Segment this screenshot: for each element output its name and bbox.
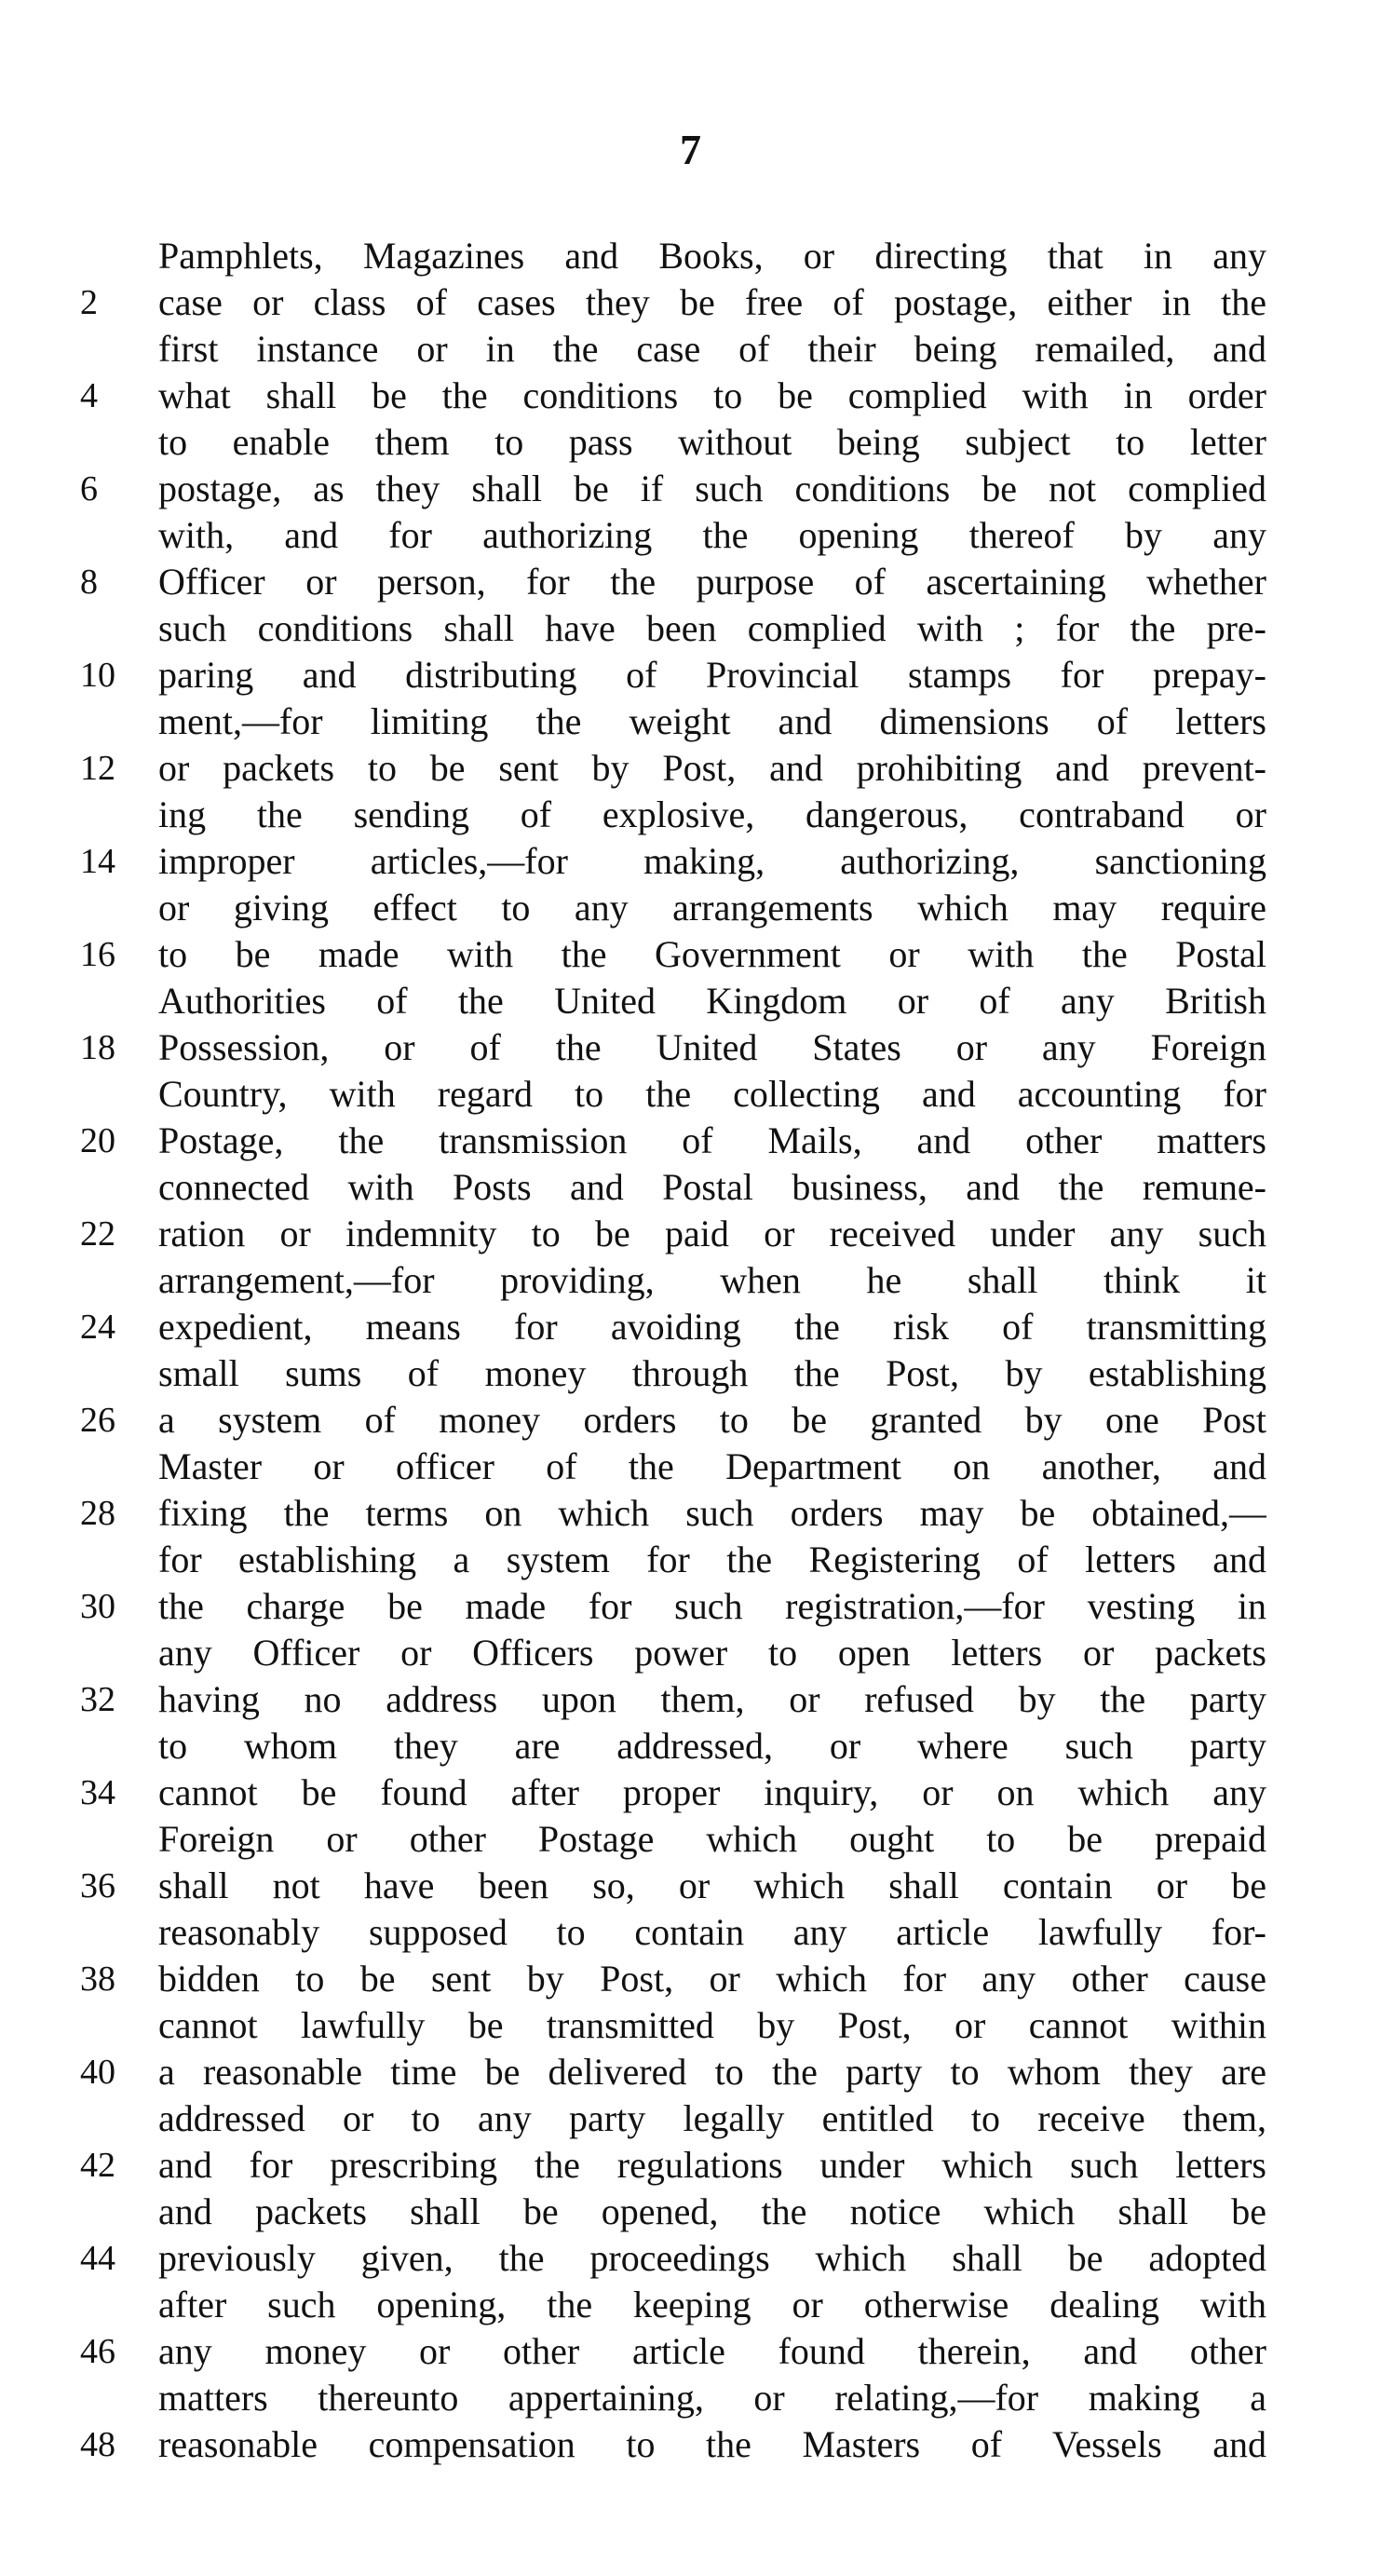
text-line [158,792,1266,838]
line-number: 4 [80,376,98,415]
line-text: with, and for authorizing the opening thereof by any [158,514,1266,556]
line-text: having no address upon them, or refused by the party [158,1678,1266,1720]
line-text: Country, with regard to the collecting and accounting for [158,1073,1266,1115]
line-number: 28 [80,1494,115,1533]
line-number: 12 [80,749,115,788]
line-text: matters thereunto appertaining, or relating,—for making a [158,2377,1266,2419]
text-line [80,652,1266,698]
line-text: to enable them to pass without being subject to letter [158,421,1266,463]
line-text: a system of money orders to be granted by one Post [158,1399,1266,1441]
line-text: Postage, the transmission of Mails, and other matters [158,1119,1266,1161]
text-line [158,1630,1266,1676]
line-text: addressed or to any party legally entitled to receive them, [158,2097,1266,2139]
line-number: 44 [80,2239,115,2278]
text-line [158,1164,1266,1211]
text-line [80,2235,1266,2282]
text-line [158,2375,1266,2421]
line-text: shall not have been so, or which shall contain or be [158,1864,1266,1906]
text-line [158,1071,1266,1118]
line-text: Authorities of the United Kingdom or of any British [158,980,1266,1022]
line-number: 22 [80,1214,115,1254]
text-line [158,419,1266,466]
text-line [80,1211,1266,1257]
line-text: any Officer or Officers power to open letters or packets [158,1632,1266,1674]
text-line [80,1583,1266,1630]
text-line [158,2189,1266,2235]
line-number: 38 [80,1959,115,1999]
line-text: case or class of cases they be free of postage, either in the [158,281,1266,323]
text-line [158,512,1266,559]
text-line [80,1956,1266,2002]
line-number: 20 [80,1121,115,1160]
text-line [158,1257,1266,1304]
line-text: paring and distributing of Provincial stamps for prepay- [158,654,1266,696]
text-line [80,2049,1266,2095]
line-text: improper articles,—for making, authorizing, sanctioning [158,840,1266,882]
line-text: the charge be made for such registration,—for vesting in [158,1585,1266,1627]
line-text: ment,—for limiting the weight and dimensions of letters [158,700,1266,742]
line-text: ing the sending of explosive, dangerous, contraband or [158,793,1266,835]
line-text: cannot lawfully be transmitted by Post, or cannot within [158,2004,1266,2046]
line-text: Pamphlets, Magazines and Books, or directing that in any [158,235,1266,277]
line-number: 24 [80,1308,115,1347]
text-line [80,2142,1266,2189]
line-text: connected with Posts and Postal business, and the remune- [158,1166,1266,1208]
line-number: 2 [80,283,98,322]
text-line [158,698,1266,745]
line-number: 26 [80,1401,115,1440]
text-line [158,233,1266,279]
line-text: Officer or person, for the purpose of ascertaining whether [158,561,1266,603]
line-number: 8 [80,563,98,602]
line-number: 6 [80,469,98,508]
line-text: reasonably supposed to contain any article lawfully for- [158,1911,1266,1953]
text-line [80,1676,1266,1723]
text-line [80,1490,1266,1537]
line-text: after such opening, the keeping or otherwise dealing with [158,2284,1266,2325]
line-text: or packets to be sent by Post, and prohibiting and prevent- [158,747,1266,789]
text-line [158,1909,1266,1956]
text-line [80,559,1266,605]
text-line [158,885,1266,931]
line-number: 34 [80,1773,115,1812]
line-text: arrangement,—for providing, when he shall think it [158,1259,1266,1301]
line-text: and packets shall be opened, the notice which shall be [158,2190,1266,2232]
line-text: bidden to be sent by Post, or which for any other cause [158,1958,1266,2000]
line-number: 42 [80,2146,115,2185]
line-number: 30 [80,1587,115,1626]
line-text: Master or officer of the Department on another, and [158,1445,1266,1487]
text-line [158,2002,1266,2049]
line-text: Possession, or of the United States or any Foreign [158,1026,1266,1068]
text-line [158,978,1266,1024]
line-text: ration or indemnity to be paid or received under any such [158,1213,1266,1254]
line-text: small sums of money through the Post, by establishing [158,1352,1266,1394]
body-text [80,233,1266,2468]
line-number: 32 [80,1680,115,1719]
line-number: 36 [80,1866,115,1905]
line-text: expedient, means for avoiding the risk of transmitting [158,1306,1266,1348]
text-line [80,1024,1266,1071]
text-line [80,1304,1266,1350]
text-line [80,1397,1266,1444]
text-line [158,1350,1266,1397]
line-text: to whom they are addressed, or where such party [158,1725,1266,1767]
line-number: 18 [80,1028,115,1067]
text-line [80,931,1266,978]
line-text: and for prescribing the regulations under which such letters [158,2144,1266,2186]
line-text: or giving effect to any arrangements which may require [158,887,1266,929]
text-line [80,2328,1266,2375]
text-line [80,279,1266,326]
text-line [80,745,1266,792]
line-number: 16 [80,935,115,974]
text-line [80,1118,1266,1164]
text-line [80,838,1266,885]
line-text: previously given, the proceedings which shall be adopted [158,2237,1266,2279]
text-line [158,2095,1266,2142]
text-line [158,2282,1266,2328]
text-line [158,326,1266,373]
text-line [80,373,1266,419]
line-number: 40 [80,2053,115,2092]
text-line [80,1863,1266,1909]
line-text: fixing the terms on which such orders may be obtained,— [158,1492,1266,1534]
line-text: for establishing a system for the Registering of letters and [158,1539,1266,1580]
line-text: any money or other article found therein, and other [158,2330,1266,2372]
line-number: 48 [80,2425,115,2464]
line-text: cannot be found after proper inquiry, or on which any [158,1771,1266,1813]
line-text: Foreign or other Postage which ought to be prepaid [158,1818,1266,1860]
text-line [158,1723,1266,1769]
text-line [158,1444,1266,1490]
text-line [158,1816,1266,1863]
text-line [158,1537,1266,1583]
text-line [80,1769,1266,1816]
text-line [80,2421,1266,2468]
line-number: 46 [80,2332,115,2371]
line-number: 14 [80,842,115,881]
line-text: a reasonable time be delivered to the party to whom they are [158,2051,1266,2093]
line-text: such conditions shall have been complied with ; for the pre- [158,607,1266,649]
line-text: what shall be the conditions to be complied with in order [158,374,1266,416]
page-number: 7 [680,126,701,173]
line-text: postage, as they shall be if such conditions be not complied [158,468,1266,509]
line-text: reasonable compensation to the Masters of Vessels and [158,2423,1266,2465]
text-line [80,466,1266,512]
text-line [158,605,1266,652]
line-text: first instance or in the case of their being remailed, and [158,328,1266,370]
line-number: 10 [80,656,115,695]
line-text: to be made with the Government or with the Postal [158,933,1266,975]
